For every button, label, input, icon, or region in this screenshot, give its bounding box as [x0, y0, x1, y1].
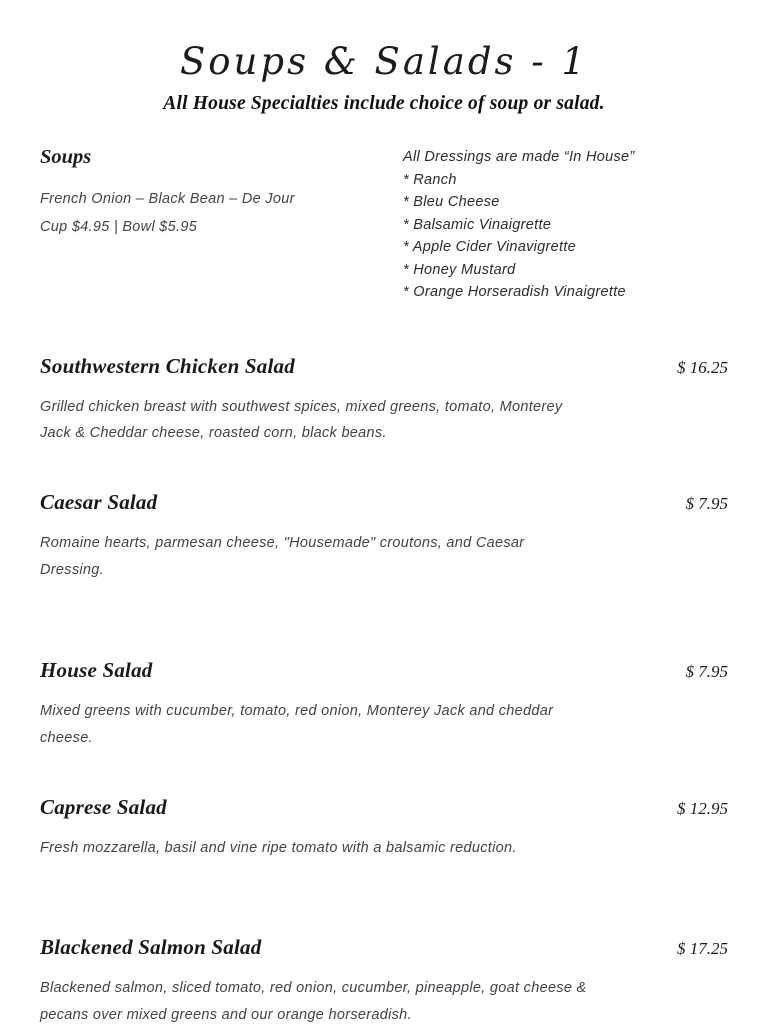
menu-items-list	[40, 354, 728, 1029]
page-title: Soups & Salads - 1	[179, 40, 589, 83]
item-description: Grilled chicken breast with southwest spices, mixed greens, tomato, Monterey Jack & Cheddar cheese, roasted corn, black beans.	[40, 398, 563, 442]
item-name: Caprese Salad	[40, 794, 167, 819]
item-header	[40, 658, 728, 683]
item-price: $ 7.95	[685, 494, 728, 514]
soup-varieties: French Onion – Black Bean – De Jour	[40, 191, 295, 208]
item-description: Mixed greens with cucumber, tomato, red onion, Monterey Jack and cheddar cheese.	[40, 702, 554, 746]
item-header	[40, 490, 728, 515]
dressing-item: * Apple Cider Vinavigrette	[403, 239, 577, 256]
page-subtitle: All House Specialties include choice of soup or salad.	[163, 93, 605, 115]
item-price: $ 12.95	[677, 798, 728, 818]
soups-details	[40, 186, 403, 242]
dressings-column	[403, 146, 728, 303]
item-description: Blackened salmon, sliced tomato, red onion, cucumber, pineapple, goat cheese & pecans over mixed greens and our orange horseradish.	[40, 980, 587, 1024]
item-name: Blackened Salmon Salad	[40, 935, 262, 960]
menu-item-blackened-salmon-salad	[40, 935, 728, 1029]
item-name: Caesar Salad	[40, 490, 158, 515]
dressings-intro: All Dressings are made “In House”	[403, 149, 635, 166]
item-header	[40, 354, 728, 379]
dressing-item: * Ranch	[403, 171, 457, 188]
soup-pricing: Cup $4.95 | Bowl $5.95	[40, 219, 198, 236]
menu-item-caesar-salad	[40, 490, 728, 584]
dressing-item: * Balsamic Vinaigrette	[403, 216, 552, 233]
menu-item-southwestern-chicken-salad	[40, 354, 728, 448]
item-price: $ 16.25	[677, 357, 728, 377]
item-header	[40, 935, 728, 960]
item-name: Southwestern Chicken Salad	[40, 353, 295, 378]
item-description: Fresh mozzarella, basil and vine ripe tomato with a balsamic reduction.	[40, 839, 517, 856]
item-price: $ 7.95	[685, 661, 728, 681]
soups-column	[40, 146, 403, 303]
item-header	[40, 795, 728, 820]
soups-and-dressings-section	[40, 146, 728, 303]
dressing-item: * Bleu Cheese	[403, 194, 500, 211]
menu-item-house-salad	[40, 658, 728, 752]
soups-heading: Soups	[40, 146, 92, 169]
menu-item-caprese-salad	[40, 795, 728, 862]
dressing-item: * Honey Mustard	[403, 261, 516, 278]
item-name: House Salad	[40, 657, 153, 682]
dressing-item: * Orange Horseradish Vinaigrette	[403, 284, 626, 301]
item-description: Romaine hearts, parmesan cheese, "Housemade" croutons, and Caesar Dressing.	[40, 535, 525, 579]
item-price: $ 17.25	[677, 939, 728, 959]
